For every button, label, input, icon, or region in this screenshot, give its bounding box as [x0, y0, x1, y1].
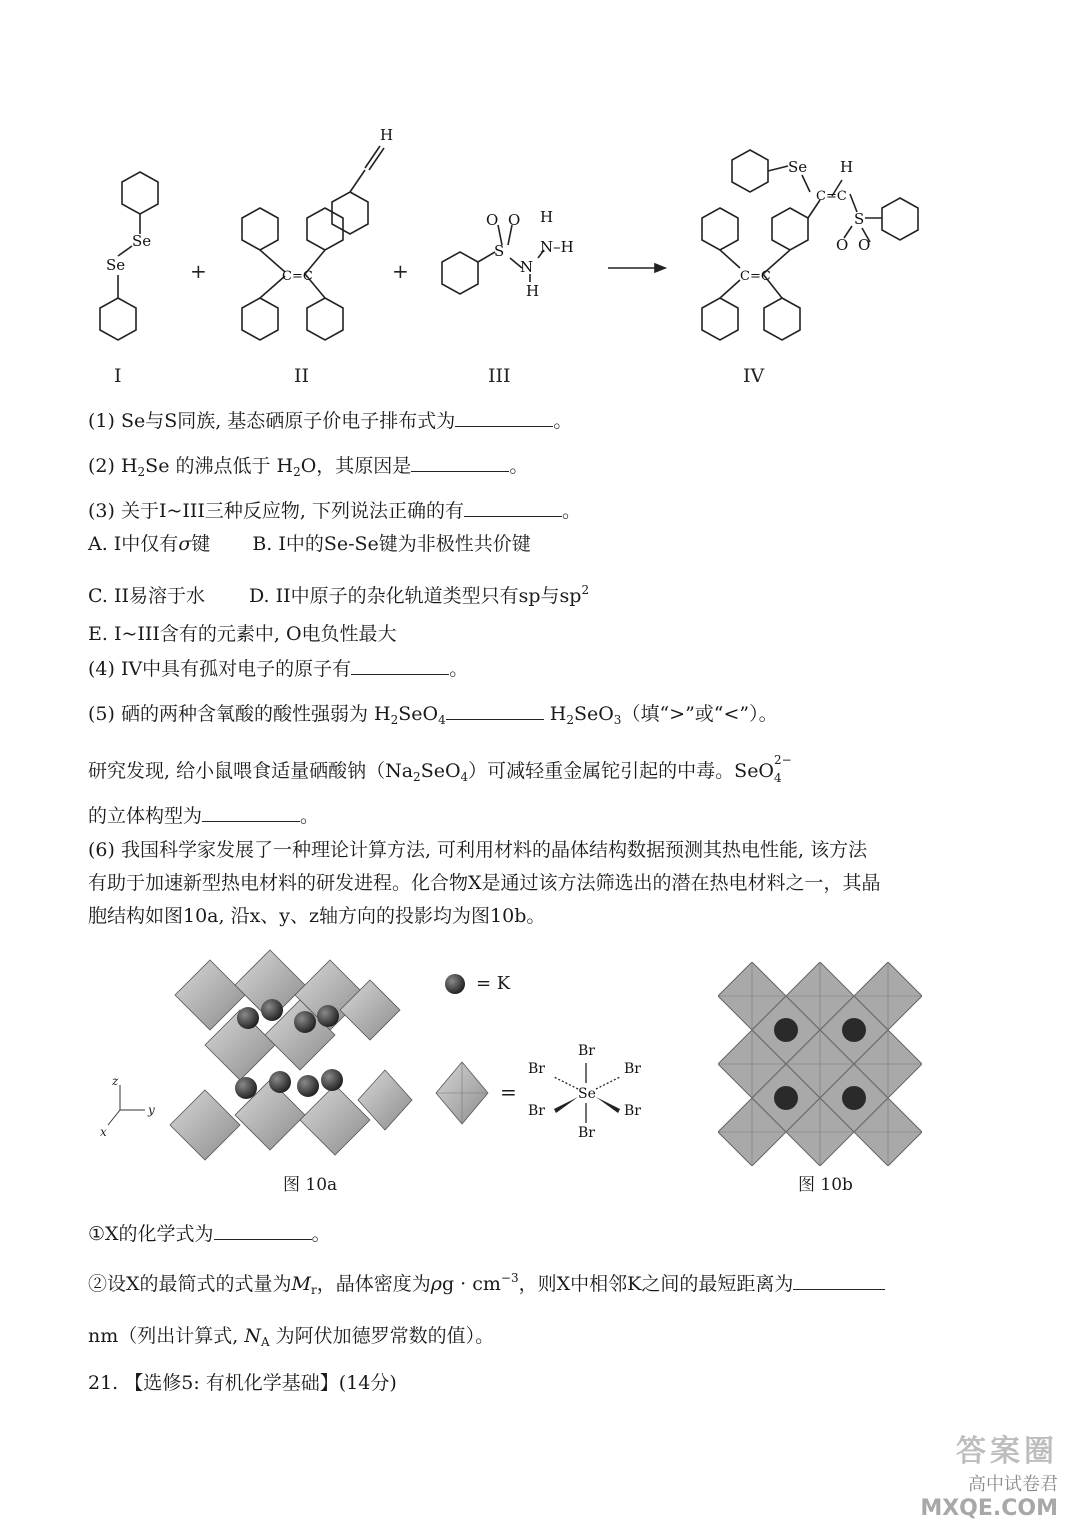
reaction-scheme [80, 110, 1040, 400]
label-ii: II [294, 365, 310, 387]
atom-h-iv: H [840, 158, 854, 176]
atom-n-iii-2: N–H [540, 238, 574, 256]
sub2-unit: g · cm [441, 1273, 501, 1295]
q2-post: O，其原因是 [300, 455, 412, 477]
nm-n: N [244, 1325, 261, 1347]
q5-s1: 2 [390, 713, 399, 727]
atom-o-iv-1: O [836, 236, 849, 254]
question-6-line-2 [88, 870, 881, 896]
q2-end: 。 [509, 455, 529, 477]
question-6-line-1 [88, 837, 867, 863]
atom-o-iv-2: O [858, 236, 871, 254]
sub2-post: ，则X中相邻K之间的最短距离为 [518, 1273, 794, 1295]
sebr6-structure [522, 1035, 662, 1145]
figure-10a-caption: 图 10a [283, 1175, 338, 1195]
research-sup: 2− [774, 753, 792, 767]
figure-10b-projection [718, 962, 922, 1166]
se-center: Se [578, 1086, 596, 1102]
br-right-top: Br [624, 1061, 641, 1077]
answer-blank-3[interactable] [464, 498, 562, 517]
label-i: I [114, 365, 122, 387]
sub2-r: r [311, 1283, 317, 1297]
br-right-bottom: Br [624, 1103, 641, 1119]
question-1-text: (1) Se与S同族, 基态硒原子价电子排布式为 [88, 410, 456, 432]
q5-pre: (5) 硒的两种含氧酸的酸性强弱为 H [88, 703, 391, 725]
option-a-sigma: σ [178, 533, 192, 555]
research-s2: 4 [460, 770, 469, 784]
question-1 [88, 408, 572, 434]
question-3 [88, 498, 581, 524]
sub2-exp: −3 [500, 1271, 519, 1285]
figure-10b-caption: 图 10b [798, 1175, 853, 1195]
option-b: B. I中的Se-Se键为非极性共价键 [252, 533, 531, 555]
atom-o-iii-1: O [486, 211, 499, 229]
q2-mid: Se 的沸点低于 H [145, 455, 294, 477]
legend-k-text: = K [476, 973, 511, 994]
sub2-rho: ρ [430, 1273, 442, 1295]
q4-text: (4) IV中具有孤对电子的原子有 [88, 658, 352, 680]
sub1-end: 。 [311, 1223, 331, 1245]
q21-text: 21. 【选修5: 有机化学基础】(14分) [88, 1372, 397, 1394]
br-left-bottom: Br [528, 1103, 545, 1119]
atom-cc-iv-1: C=C [816, 189, 847, 204]
atom-h-ii: H [380, 126, 394, 144]
watermark-top: 答案圈 [956, 1434, 1058, 1469]
q2-pre: (2) H [88, 455, 138, 477]
q5-s3: 2 [566, 713, 574, 727]
atom-n-iii-1: N [520, 258, 534, 276]
q2-sub2: 2 [293, 465, 301, 479]
research-pre: 研究发现, 给小鼠喂食适量硒酸钠（Na [88, 760, 414, 782]
figure-10a-crystal [100, 940, 430, 1170]
sub-question-1 [88, 1221, 331, 1247]
compound-iv-structure [702, 150, 918, 340]
compound-ii-structure [242, 146, 384, 340]
sub-question-2 [88, 1265, 885, 1303]
research-text [88, 753, 792, 790]
answer-blank-1[interactable] [455, 408, 553, 427]
label-iv: IV [743, 365, 765, 387]
br-bottom: Br [578, 1125, 595, 1141]
q5-m1: SeO [398, 703, 439, 725]
answer-blank-distance[interactable] [793, 1271, 885, 1290]
option-d-pre: D. II中原子的杂化轨道类型只有sp与sp [248, 585, 582, 607]
q5-m3: SeO [573, 703, 614, 725]
atom-cc-iv-2: C=C [740, 269, 771, 284]
axis-z-label: z [112, 1074, 119, 1088]
research-m1: SeO [420, 760, 461, 782]
option-e [88, 621, 397, 647]
atom-h-iii-1: H [540, 208, 554, 226]
shape-text: 的立体构型为 [88, 805, 203, 827]
answer-blank-5[interactable] [446, 701, 544, 720]
option-d-sup: 2 [581, 583, 590, 597]
research-s1: 2 [413, 770, 421, 784]
atom-cc-ii: C=C [282, 269, 313, 284]
answer-blank-formula[interactable] [214, 1221, 312, 1240]
research-sub: 4 [774, 771, 782, 785]
q5-s4: 3 [613, 713, 622, 727]
answer-blank-shape[interactable] [202, 803, 300, 822]
axis-y-label: y [148, 1103, 155, 1117]
axis-x-label: x [100, 1125, 107, 1139]
watermark-channel: 高中试卷君 [968, 1474, 1058, 1495]
atom-se-iv: Se [788, 158, 808, 176]
legend-equals: = [500, 1080, 517, 1104]
answer-blank-2[interactable] [411, 453, 509, 472]
question-5 [88, 701, 778, 733]
q6-line3: 胞结构如图10a, 沿x、y、z轴方向的投影均为图10b。 [88, 905, 546, 927]
option-a-b [88, 531, 531, 557]
legend-k-ball [443, 972, 467, 996]
option-a-post: 键 [191, 533, 211, 555]
q5-s2: 4 [438, 713, 446, 727]
question-2 [88, 453, 528, 485]
watermark-bottom: MXQE.COM [920, 1496, 1058, 1521]
nm-a: A [260, 1335, 270, 1349]
option-c-d [88, 577, 589, 609]
watermark [920, 1426, 1058, 1521]
option-a-pre: A. I中仅有 [88, 533, 179, 555]
br-left-top: Br [528, 1061, 545, 1077]
q2-sub1: 2 [137, 465, 146, 479]
atom-s-iv: S [854, 210, 865, 228]
q6-line2: 有助于加速新型热电材料的研发进程。化合物X是通过该方法筛选出的潜在热电材料之一，其晶 [88, 872, 881, 894]
option-e-text: E. I~III含有的元素中, O电负性最大 [88, 623, 397, 645]
question-6-line-3 [88, 903, 545, 929]
atom-h-iii-2: H [526, 282, 540, 300]
plus-1: + [190, 259, 207, 283]
question-1-end: 。 [553, 410, 573, 432]
q3-text: (3) 关于I~III三种反应物, 下列说法正确的有 [88, 500, 464, 522]
shape-question [88, 803, 319, 829]
question-21-heading [88, 1370, 397, 1396]
sub2-m: M [291, 1273, 311, 1295]
label-iii: III [488, 365, 511, 387]
answer-blank-4[interactable] [351, 656, 449, 675]
nm-pre: nm（列出计算式, [88, 1325, 245, 1347]
nm-line [88, 1323, 494, 1355]
nm-post: 为阿伏加德罗常数的值）。 [269, 1325, 495, 1347]
q5-post: （填“>”或“<”）。 [621, 703, 778, 725]
atom-se-2: Se [106, 256, 126, 274]
q3-end: 。 [561, 500, 581, 522]
q4-end: 。 [449, 658, 469, 680]
research-post: ）可减轻重金属铊引起的中毒。SeO [468, 760, 775, 782]
q6-line1: (6) 我国科学家发展了一种理论计算方法, 可利用材料的晶体结构数据预测其热电性能, 该方法 [88, 839, 868, 861]
atom-se-1: Se [132, 232, 152, 250]
plus-2: + [392, 259, 409, 283]
atom-s-iii: S [494, 242, 505, 260]
shape-end: 。 [300, 805, 320, 827]
option-c: C. II易溶于水 [88, 585, 205, 607]
br-top: Br [578, 1043, 595, 1059]
atom-o-iii-2: O [508, 211, 521, 229]
question-4 [88, 656, 468, 682]
q5-m2: H [543, 703, 567, 725]
sub2-mid: ，晶体密度为 [316, 1273, 431, 1295]
legend-octahedron [432, 1058, 492, 1128]
sub1-text: ①X的化学式为 [88, 1223, 214, 1245]
sub2-pre: ②设X的最简式的式量为 [88, 1273, 292, 1295]
